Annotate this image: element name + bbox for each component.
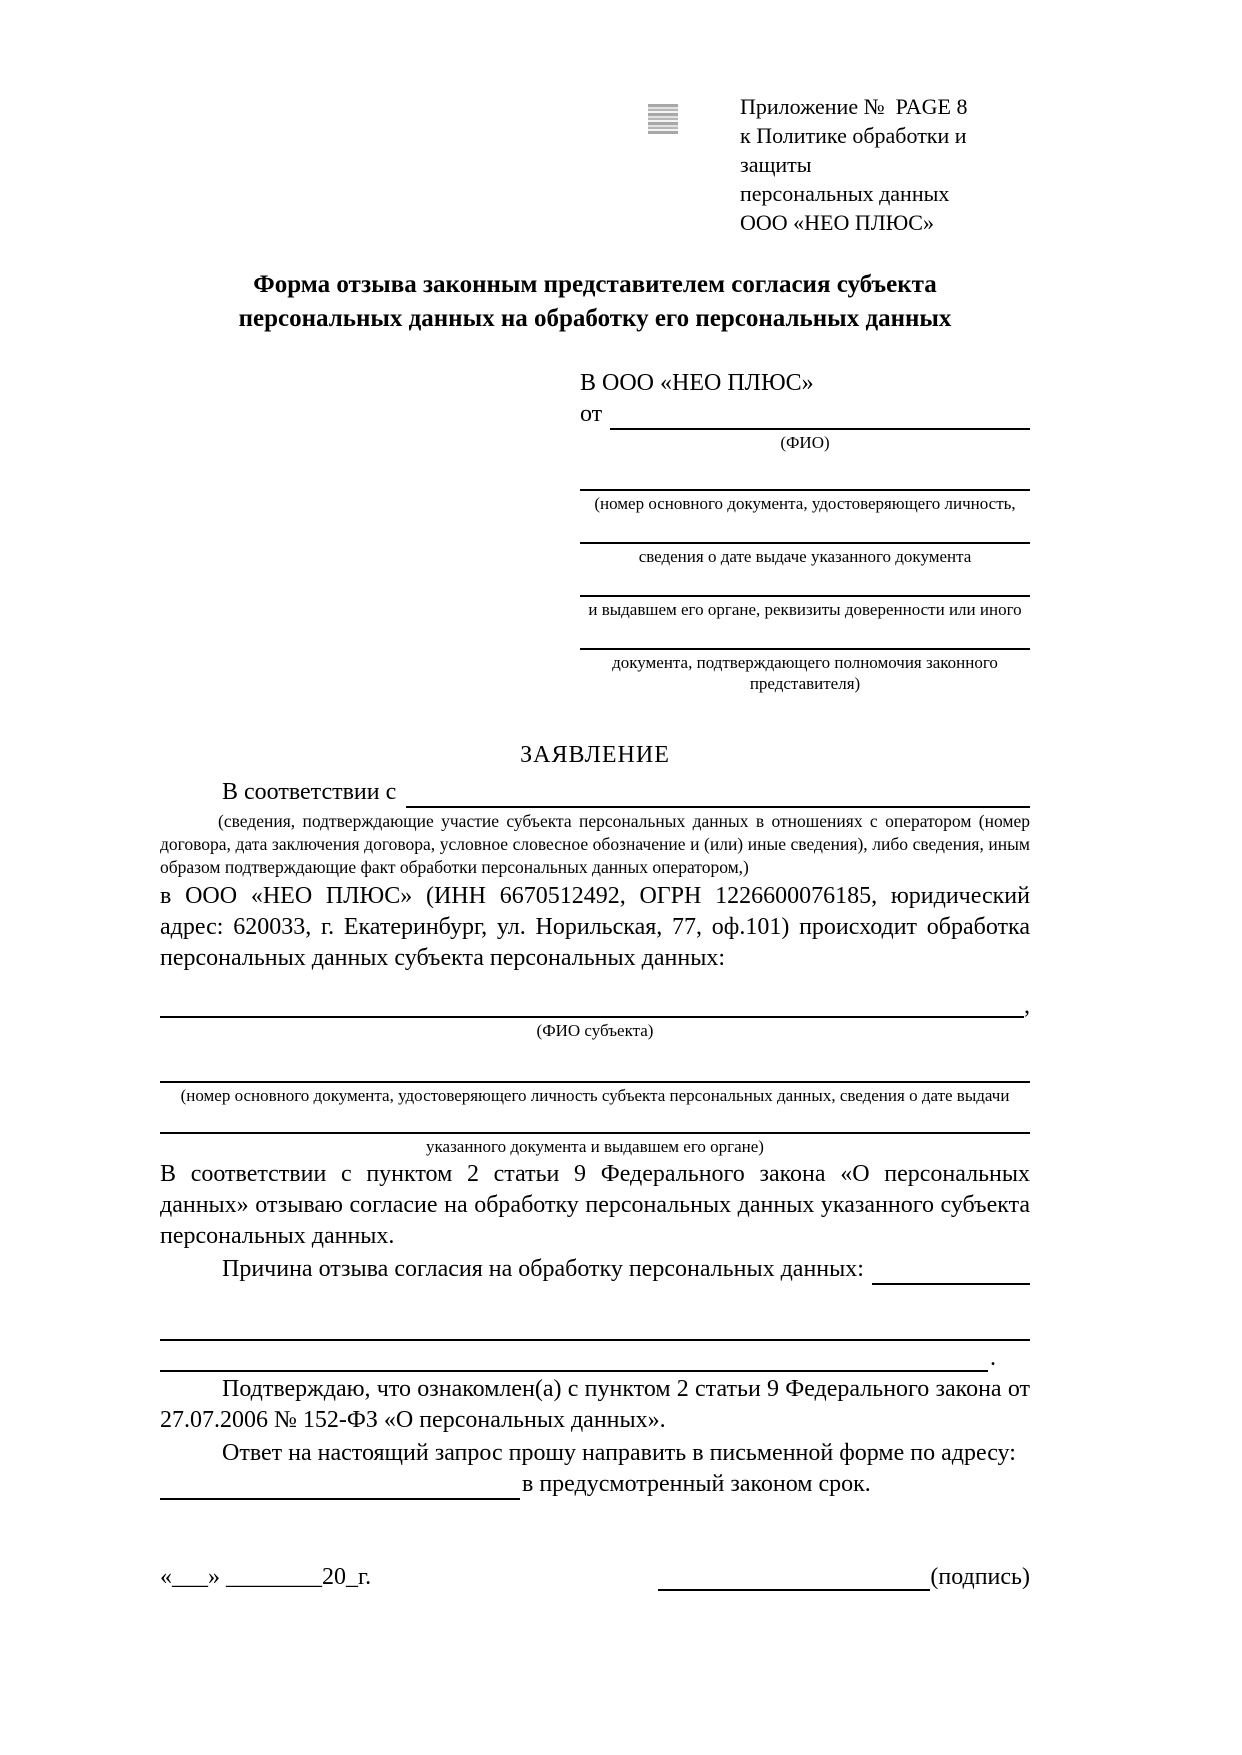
addressee-to: В ООО «НЕО ПЛЮС» xyxy=(580,370,814,396)
reason-continuation-blank-line1 xyxy=(160,1313,1030,1341)
fio-caption: (ФИО) xyxy=(780,433,830,452)
subject-document-blank-line2 xyxy=(160,1106,1030,1134)
document-number-blank-line xyxy=(580,463,1030,491)
document-number-caption: (номер основного документа, удостоверяющего личность, xyxy=(594,494,1016,513)
reason-continuation-blank-line2-row xyxy=(160,1345,1030,1372)
appendix-line: Приложение № PAGE 8 xyxy=(740,94,968,119)
subject-fio-caption: (ФИО субъекта) xyxy=(536,1021,654,1040)
reason-trailing-period: . xyxy=(990,1345,996,1371)
reason-label: Причина отзыва согласия на обработку персональных данных: xyxy=(222,1256,864,1282)
withdrawal-paragraph: В соответствии с пунктом 2 статьи 9 Федерального закона «О персональных данных» отзываю согласие на обработку персональных данных указанного субъекта персональных данных. xyxy=(160,1161,1030,1249)
reason-blank-line xyxy=(872,1258,1030,1285)
from-label: от xyxy=(580,401,603,427)
reply-address-suffix: в предусмотренный законом срок. xyxy=(522,1471,871,1497)
in-accordance-field xyxy=(160,777,1030,808)
document-title-line1: Форма отзыва законным представителем согласия субъекта xyxy=(253,271,937,298)
document-title xyxy=(160,268,1030,336)
subject-fio-trailing-comma: , xyxy=(1024,993,1030,1019)
embedded-field-artifact-icon xyxy=(648,104,678,134)
fine-print-note: (сведения, подтверждающие участие субъекта персональных данных в отношениях с оператором (номер договора, дата заключения договора, условное словесное обозначение и (или) иные сведения), либо сведения, иным образом подтверждающие факт обработки персональных данных оператором,) xyxy=(160,811,1030,877)
subject-document-caption2: указанного документа и выдавшем его органе) xyxy=(426,1137,764,1156)
document-content xyxy=(160,92,1030,1591)
reply-address-blank-line xyxy=(160,1473,520,1500)
date-line: «___» ________20_г. xyxy=(160,1564,372,1591)
signature-blank-line xyxy=(658,1564,930,1591)
appendix-line: ООО «НЕО ПЛЮС» xyxy=(740,210,934,235)
statement-heading: ЗАЯВЛЕНИЕ xyxy=(520,742,670,768)
in-accordance-blank-line xyxy=(406,781,1030,808)
reply-address-line1: Ответ на настоящий запрос прошу направить в письменной форме по адресу: xyxy=(222,1440,1016,1466)
subject-document-caption1: (номер основного документа, удостоверяющего личность субъекта персональных данных, сведения о дате выдачи xyxy=(180,1086,1010,1105)
issuing-authority-caption: и выдавшем его органе, реквизиты доверенности или иного xyxy=(588,600,1022,619)
issue-date-blank-line xyxy=(580,516,1030,544)
reason-continuation-blank-line2 xyxy=(160,1353,988,1372)
signature-field xyxy=(658,1564,1030,1591)
issue-date-caption: сведения о дате выдаче указанного документа xyxy=(638,547,972,566)
in-accordance-label: В соответствии с xyxy=(222,779,397,805)
authority-document-caption: документа, подтверждающего полномочия законного представителя) xyxy=(612,653,998,693)
from-field xyxy=(580,399,1030,430)
operator-paragraph: в ООО «НЕО ПЛЮС» (ИНН 6670512492, ОГРН 1226600076185, юридический адрес: 620033, г. Екатеринбург, ул. Норильская, 77, оф.101) происходит обработка персональных данных субъекта персональных данных: xyxy=(160,883,1030,971)
appendix-block xyxy=(740,92,1040,237)
signature-caption: (подпись) xyxy=(930,1564,1030,1591)
reason-field xyxy=(160,1254,1030,1285)
from-blank-line xyxy=(610,403,1030,430)
document-header xyxy=(160,92,1030,235)
appendix-line: персональных данных xyxy=(740,181,950,206)
authority-document-blank-line xyxy=(580,622,1030,650)
signature-footer xyxy=(160,1564,1030,1591)
subject-fio-blank-line xyxy=(160,999,1024,1018)
subject-document-blank-line xyxy=(160,1055,1030,1083)
subject-fio-field xyxy=(160,994,1030,1018)
confirmation-paragraph: Подтверждаю, что ознакомлен(а) с пунктом 2 статьи 9 Федерального закона от 27.07.2006 № 152-ФЗ «О персональных данных». xyxy=(160,1376,1030,1433)
reply-address-line2 xyxy=(160,1469,1030,1500)
issuing-authority-blank-line xyxy=(580,569,1030,597)
addressee-block xyxy=(580,368,1030,694)
document-title-line2: персональных данных на обработку его персональных данных xyxy=(238,305,952,332)
appendix-line: к Политике обработки и защиты xyxy=(740,123,967,177)
